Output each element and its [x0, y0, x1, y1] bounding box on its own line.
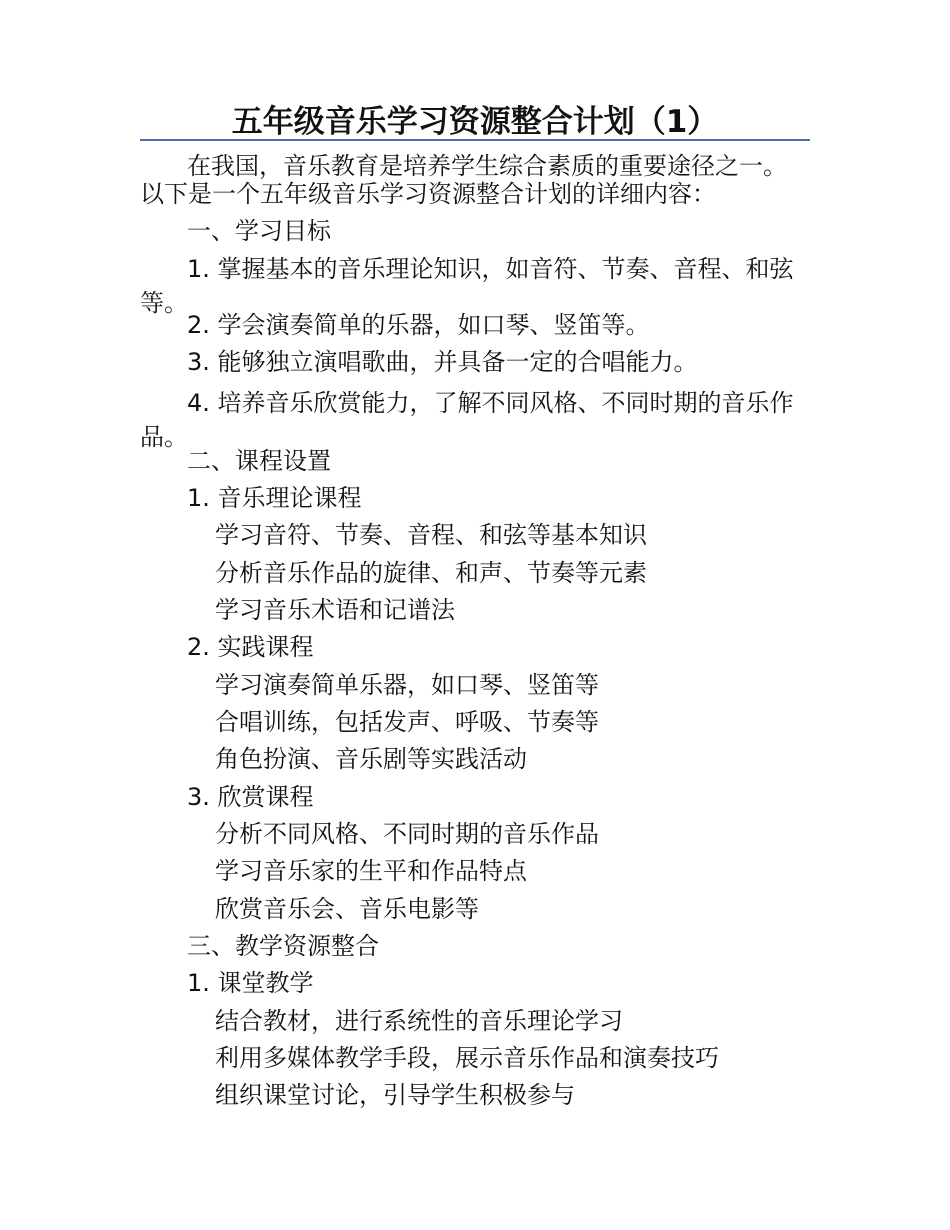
course-title: 3. 欣赏课程	[187, 783, 314, 811]
resource-item: 组织课堂讨论，引导学生积极参与	[215, 1081, 575, 1109]
document-title: 五年级音乐学习资源整合计划（1）	[231, 104, 719, 140]
resource-item: 利用多媒体教学手段，展示音乐作品和演奏技巧	[215, 1044, 719, 1072]
title-underline	[140, 139, 810, 141]
goal-item: 3. 能够独立演唱歌曲，并具备一定的合唱能力。	[187, 348, 698, 376]
course-item: 角色扮演、音乐剧等实践活动	[215, 745, 527, 773]
resource-item: 结合教材，进行系统性的音乐理论学习	[215, 1007, 623, 1035]
course-item: 合唱训练，包括发声、呼吸、节奏等	[215, 708, 599, 736]
course-title: 2. 实践课程	[187, 633, 314, 661]
course-item: 分析音乐作品的旋律、和声、节奏等元素	[215, 559, 647, 587]
section-heading-courses: 二、课程设置	[187, 447, 331, 475]
section-heading-resources: 三、教学资源整合	[187, 932, 379, 960]
intro-paragraph: 在我国，音乐教育是培养学生综合素质的重要途径之一。以下是一个五年级音乐学习资源整合计划的详细内容：	[140, 152, 787, 208]
course-item: 欣赏音乐会、音乐电影等	[215, 895, 479, 923]
course-item: 学习音乐术语和记谱法	[215, 596, 455, 624]
goal-item: 2. 学会演奏简单的乐器，如口琴、竖笛等。	[187, 311, 650, 339]
course-title: 1. 音乐理论课程	[187, 484, 362, 512]
resource-part-title: 1. 课堂教学	[187, 969, 314, 997]
course-item: 分析不同风格、不同时期的音乐作品	[215, 820, 599, 848]
section-heading-goals: 一、学习目标	[187, 217, 331, 245]
goal-item: 1. 掌握基本的音乐理论知识，如音符、节奏、音程、和弦等。	[140, 255, 794, 317]
goal-item: 4. 培养音乐欣赏能力，了解不同风格、不同时期的音乐作品。	[140, 389, 794, 451]
course-item: 学习演奏简单乐器，如口琴、竖笛等	[215, 671, 599, 699]
course-item: 学习音符、节奏、音程、和弦等基本知识	[215, 521, 647, 549]
course-item: 学习音乐家的生平和作品特点	[215, 857, 527, 885]
